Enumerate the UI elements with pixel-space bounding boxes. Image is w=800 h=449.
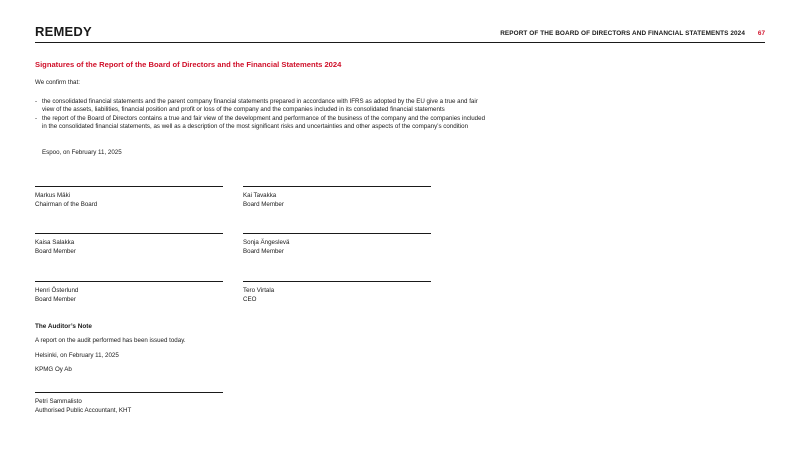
report-title: REPORT OF THE BOARD OF DIRECTORS AND FINANCIAL STATEMENTS 2024 xyxy=(500,30,745,37)
place-date: Espoo, on February 11, 2025 xyxy=(42,149,122,156)
confirm-text: We confirm that: xyxy=(35,79,80,86)
signatory-name: Kaisa Salakka xyxy=(35,239,75,246)
auditor-report-text: A report on the audit performed has been issued today. xyxy=(35,337,186,344)
signatory-name: Tero Virtala xyxy=(243,287,275,294)
signatory-name: Petri Sammalisto xyxy=(35,398,82,405)
auditor-place-date: Helsinki, on February 11, 2025 xyxy=(35,352,119,359)
bullet-dash: - xyxy=(35,98,38,105)
signatory-name: Kai Tavakka xyxy=(243,192,277,199)
page-header xyxy=(35,24,765,43)
section-title: Signatures of the Report of the Board of Directors and the Financial Statements 2024 xyxy=(35,60,342,69)
signatory-role: Board Member xyxy=(243,201,284,208)
bullet-line: the report of the Board of Directors contains a true and fair view of the development and performance of the business of the company and the companies included xyxy=(42,114,486,122)
signatory-role: Board Member xyxy=(35,248,76,255)
page-number: 67 xyxy=(757,30,765,37)
signatory-role: Chairman of the Board xyxy=(35,201,98,208)
auditor-note-heading: The Auditor’s Note xyxy=(35,323,92,330)
signature-block xyxy=(243,233,431,256)
list-item xyxy=(35,115,755,132)
signatory-name: Henri Österlund xyxy=(35,287,79,294)
signatory-role: Authorised Public Accountant, KHT xyxy=(35,407,132,414)
signatory-name: Markus Mäki xyxy=(35,192,71,199)
bullet-line: view of the assets, liabilities, financial position and profit or loss of the company and the companies included in its consolidated financial statements xyxy=(42,106,445,114)
signatory-name: Sonja Ängeslevä xyxy=(243,239,290,246)
remedy-logo: REMEDY xyxy=(35,24,92,39)
bullet-line: in the consolidated financial statements, as well as a description of the most significant risks and uncertainties and other aspects of the company’s condition xyxy=(42,123,469,131)
auditor-signature-block xyxy=(35,392,223,415)
signatory-role: Board Member xyxy=(243,248,284,255)
signature-block xyxy=(243,281,431,304)
signatory-role: CEO xyxy=(243,296,257,303)
signature-block xyxy=(35,281,223,304)
signatory-role: Board Member xyxy=(35,296,76,303)
bullet-dash: - xyxy=(35,114,38,122)
auditor-firm: KPMG Oy Ab xyxy=(35,366,72,373)
signature-block xyxy=(243,186,431,209)
confirmation-list xyxy=(35,98,755,132)
signature-block xyxy=(35,233,223,256)
bullet-line: the consolidated financial statements and the parent company financial statements prepared in accordance with IFRS as adopted by the EU give a true and fair xyxy=(42,98,478,105)
signature-block xyxy=(35,186,223,209)
list-item xyxy=(35,98,755,115)
